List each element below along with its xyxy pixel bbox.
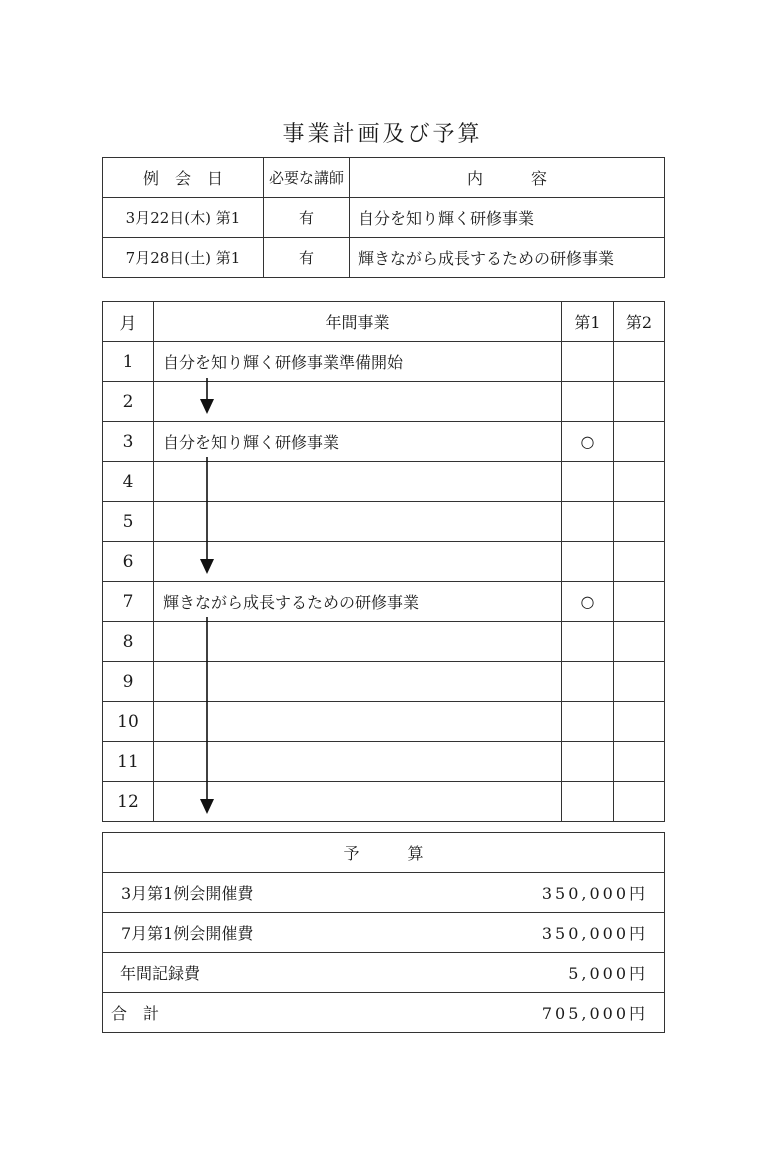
event-cell: 輝きながら成長するための研修事業 (154, 582, 562, 622)
budget-item-amount: 350,000円 (384, 873, 665, 913)
table-row (103, 238, 665, 278)
header-meeting-date: 例 会 日 (103, 158, 264, 198)
second-meeting-mark (614, 582, 665, 622)
month-cell: 6 (103, 542, 154, 582)
table-row (103, 198, 665, 238)
second-meeting-mark (614, 462, 665, 502)
budget-item-amount: 5,000円 (384, 953, 665, 993)
table-row (103, 782, 665, 822)
first-meeting-mark (562, 462, 614, 502)
first-meeting-mark (562, 742, 614, 782)
budget-item-label: 7月第1例会開催費 (103, 913, 384, 953)
second-meeting-mark (614, 382, 665, 422)
table-header-row (103, 158, 665, 198)
event-cell: 自分を知り輝く研修事業準備開始 (154, 342, 562, 382)
event-cell (154, 702, 562, 742)
table-row (103, 913, 665, 953)
month-cell: 5 (103, 502, 154, 542)
first-meeting-mark: ○ (562, 582, 614, 622)
table-row (103, 542, 665, 582)
month-cell: 10 (103, 702, 154, 742)
header-content: 内 容 (350, 158, 665, 198)
first-meeting-mark (562, 382, 614, 422)
first-meeting-mark (562, 502, 614, 542)
event-cell (154, 662, 562, 702)
budget-header: 予 算 (103, 833, 665, 873)
header-second: 第2 (614, 302, 665, 342)
budget-total-amount: 705,000円 (384, 993, 665, 1033)
first-meeting-mark (562, 542, 614, 582)
budget-item-label: 3月第1例会開催費 (103, 873, 384, 913)
event-cell (154, 542, 562, 582)
event-cell (154, 502, 562, 542)
header-first: 第1 (562, 302, 614, 342)
first-meeting-mark (562, 622, 614, 662)
meeting-content: 輝きながら成長するための研修事業 (350, 238, 665, 278)
second-meeting-mark (614, 422, 665, 462)
table-row (103, 742, 665, 782)
table-row (103, 502, 665, 542)
meeting-date: 7月28日(土) 第1 (103, 238, 264, 278)
event-cell (154, 462, 562, 502)
second-meeting-mark (614, 502, 665, 542)
table-header-row (103, 833, 665, 873)
page-title: 事業計画及び予算 (282, 122, 483, 147)
budget-item-label: 年間記録費 (103, 953, 384, 993)
meeting-content: 自分を知り輝く研修事業 (350, 198, 665, 238)
table-row (103, 382, 665, 422)
budget-table (102, 832, 665, 1033)
budget-item-amount: 350,000円 (384, 913, 665, 953)
month-cell: 4 (103, 462, 154, 502)
month-cell: 8 (103, 622, 154, 662)
header-month: 月 (103, 302, 154, 342)
event-cell (154, 382, 562, 422)
header-annual-event: 年間事業 (154, 302, 562, 342)
second-meeting-mark (614, 702, 665, 742)
second-meeting-mark (614, 342, 665, 382)
table-row (103, 582, 665, 622)
table-row (103, 702, 665, 742)
month-cell: 7 (103, 582, 154, 622)
month-cell: 1 (103, 342, 154, 382)
first-meeting-mark (562, 342, 614, 382)
second-meeting-mark (614, 662, 665, 702)
table-row (103, 422, 665, 462)
table-header-row (103, 302, 665, 342)
annual-plan-table (102, 301, 665, 822)
budget-total-label: 合 計 (103, 993, 384, 1033)
event-cell: 自分を知り輝く研修事業 (154, 422, 562, 462)
table-row (103, 873, 665, 913)
second-meeting-mark (614, 742, 665, 782)
second-meeting-mark (614, 542, 665, 582)
second-meeting-mark (614, 782, 665, 822)
table-row (103, 342, 665, 382)
table-row (103, 462, 665, 502)
meeting-schedule-table (102, 157, 665, 278)
table-row (103, 662, 665, 702)
first-meeting-mark (562, 662, 614, 702)
month-cell: 12 (103, 782, 154, 822)
month-cell: 3 (103, 422, 154, 462)
event-cell (154, 622, 562, 662)
month-cell: 11 (103, 742, 154, 782)
month-cell: 2 (103, 382, 154, 422)
lecturer-needed: 有 (264, 238, 350, 278)
table-row (103, 622, 665, 662)
first-meeting-mark: ○ (562, 422, 614, 462)
header-lecturer: 必要な講師 (264, 158, 350, 198)
lecturer-needed: 有 (264, 198, 350, 238)
table-row (103, 953, 665, 993)
event-cell (154, 742, 562, 782)
budget-total-row (103, 993, 665, 1033)
event-cell (154, 782, 562, 822)
second-meeting-mark (614, 622, 665, 662)
first-meeting-mark (562, 782, 614, 822)
meeting-date: 3月22日(木) 第1 (103, 198, 264, 238)
first-meeting-mark (562, 702, 614, 742)
month-cell: 9 (103, 662, 154, 702)
